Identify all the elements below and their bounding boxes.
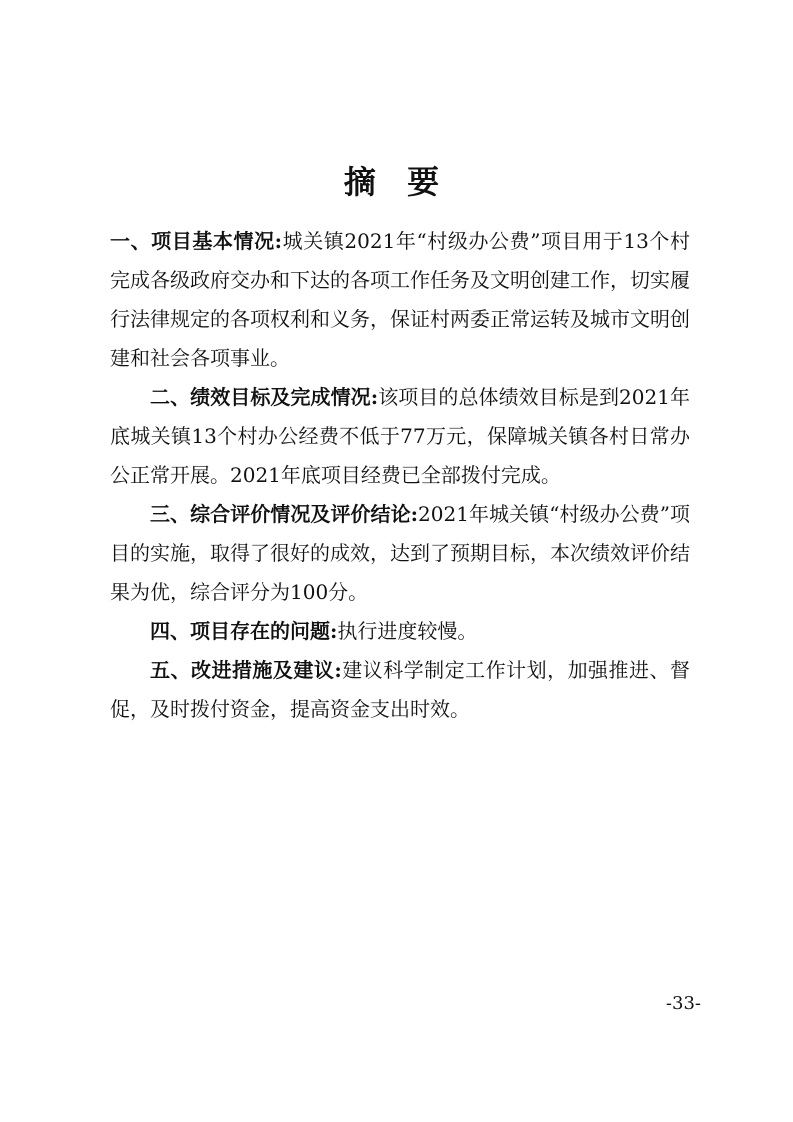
paragraph-improvements <box>110 651 690 729</box>
paragraph-heading: 二、绩效目标及完成情况: <box>150 385 379 409</box>
paragraph-evaluation-conclusion <box>110 495 690 612</box>
paragraph-text: 执行进度较慢。 <box>337 619 478 643</box>
paragraph-heading: 一、项目基本情况: <box>110 229 283 253</box>
document-body <box>110 222 690 729</box>
paragraph-basic-info <box>110 222 690 378</box>
paragraph-problems <box>110 612 690 651</box>
page-number: -33- <box>665 993 701 1014</box>
paragraph-text: 城关镇2021年“村级办公费”项目用于13个村完成各级政府交办和下达的各项工作任务及文明创建工作，切实履行法律规定的各项权利和义务，保证村两委正常运转及城市文明创建和社会各项事业。 <box>110 229 691 370</box>
paragraph-text: 2021年城关镇“村级办公费”项目的实施，取得了很好的成效，达到了预期目标，本次绩效评价结果为优，综合评分为100分。 <box>110 502 690 604</box>
paragraph-performance-goal <box>110 378 690 495</box>
paragraph-heading: 四、项目存在的问题: <box>150 619 338 643</box>
paragraph-heading: 五、改进措施及建议: <box>150 658 342 682</box>
paragraph-heading: 三、综合评价情况及评价结论: <box>150 502 419 526</box>
paragraph-text: 该项目的总体绩效目标是到2021年底城关镇13个村办公经费不低于77万元，保障城关镇各村日常办公正常开展。2021年底项目经费已全部拨付完成。 <box>110 385 690 487</box>
document-title: 摘 要 <box>343 163 450 201</box>
paragraph-text: 建议科学制定工作计划，加强推进、督促，及时拨付资金，提高资金支出时效。 <box>110 658 690 721</box>
